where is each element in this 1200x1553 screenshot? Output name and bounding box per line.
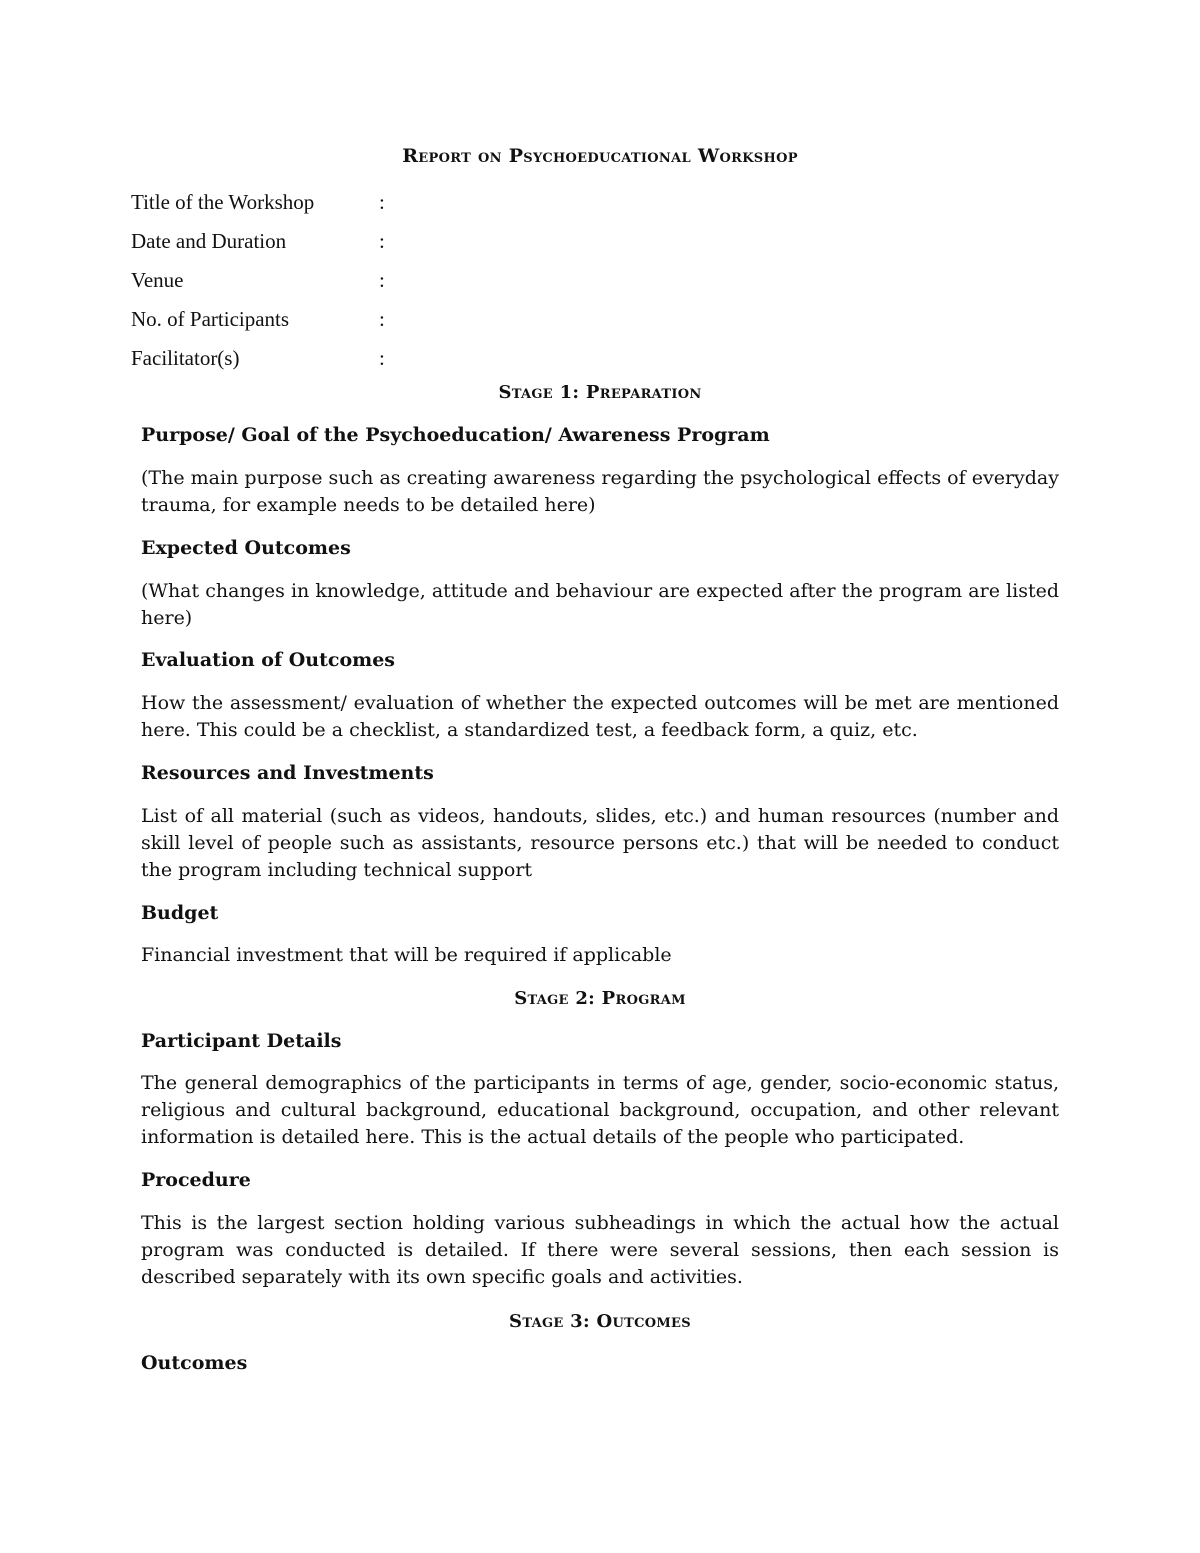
expected-outcomes-heading: Expected Outcomes bbox=[141, 537, 351, 559]
procedure-heading: Procedure bbox=[141, 1169, 251, 1191]
meta-colon: : bbox=[379, 190, 385, 214]
meta-label: No. of Participants bbox=[131, 307, 290, 331]
document-title: Report on Psychoeducational Workshop bbox=[402, 145, 798, 167]
procedure-body: This is the largest section holding various subheadings in which the actual how the actual program was conducted is detailed. If there were several sessions, then each session is described separately with its own specific goals and activities. bbox=[141, 1212, 1059, 1288]
participant-details-body: The general demographics of the participants in terms of age, gender, socio-economic status, religious and cultural background, educational background, occupation, and other relevant information is detailed here. This is the actual details of the people who participated. bbox=[141, 1072, 1059, 1148]
meta-row-date bbox=[131, 229, 831, 268]
participant-details-heading: Participant Details bbox=[141, 1030, 342, 1052]
meta-label: Title of the Workshop bbox=[131, 190, 315, 214]
stage-3-heading: Stage 3: Outcomes bbox=[509, 1311, 691, 1332]
meta-colon: : bbox=[379, 268, 385, 292]
meta-row-venue bbox=[131, 268, 831, 307]
meta-row-facilitators bbox=[131, 346, 831, 385]
resources-body: List of all material (such as videos, handouts, slides, etc.) and human resources (number and skill level of people such as assistants, resource persons etc.) that will be needed to conduct the program including technical support bbox=[141, 805, 1059, 881]
meta-colon: : bbox=[379, 307, 385, 331]
purpose-heading: Purpose/ Goal of the Psychoeducation/ Awareness Program bbox=[141, 424, 770, 446]
meta-label: Facilitator(s) bbox=[131, 346, 240, 370]
meta-label: Date and Duration bbox=[131, 229, 287, 253]
budget-body: Financial investment that will be required if applicable bbox=[141, 944, 672, 966]
meta-row-title bbox=[131, 190, 831, 229]
meta-colon: : bbox=[379, 229, 385, 253]
budget-heading: Budget bbox=[141, 902, 219, 924]
workshop-details bbox=[131, 190, 831, 385]
outcomes-heading: Outcomes bbox=[141, 1352, 248, 1374]
purpose-body: (The main purpose such as creating awareness regarding the psychological effects of everyday trauma, for example needs to be detailed here) bbox=[141, 467, 1059, 516]
stage-2-heading: Stage 2: Program bbox=[514, 988, 686, 1009]
stage-1-heading: Stage 1: Preparation bbox=[498, 382, 702, 403]
meta-label: Venue bbox=[131, 268, 184, 292]
evaluation-heading: Evaluation of Outcomes bbox=[141, 649, 396, 671]
evaluation-body: How the assessment/ evaluation of whether the expected outcomes will be met are mentioned here. This could be a checklist, a standardized test, a feedback form, a quiz, etc. bbox=[141, 692, 1059, 741]
meta-row-participants bbox=[131, 307, 831, 346]
resources-heading: Resources and Investments bbox=[141, 762, 434, 784]
meta-colon: : bbox=[379, 346, 385, 370]
expected-outcomes-body: (What changes in knowledge, attitude and behaviour are expected after the program are listed here) bbox=[141, 580, 1059, 629]
